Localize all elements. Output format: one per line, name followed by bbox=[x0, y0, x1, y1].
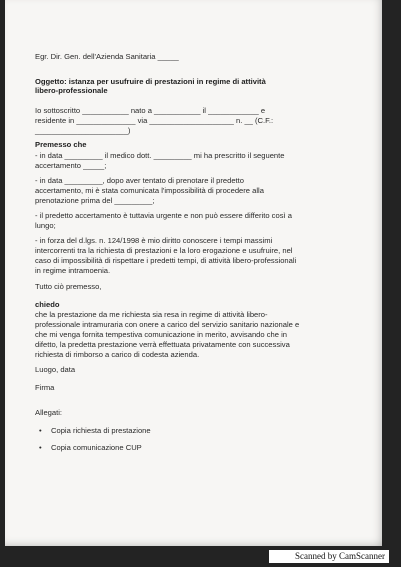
premise-3-line-1: - il predetto accertamento è tuttavia urgente e non può essere differito così a bbox=[35, 211, 292, 220]
subject-line-2: libero-professionale bbox=[35, 86, 108, 95]
body-line-1: Io sottoscritto ___________ nato a ___________ il ____________ e bbox=[35, 106, 266, 115]
body-line-3: ______________________) bbox=[35, 126, 131, 135]
premise-4-line-2: intercorrenti tra la richiesta di prestazioni e la loro erogazione e usufruire, nel bbox=[35, 246, 293, 255]
bullet-icon: • bbox=[39, 426, 42, 435]
chiedo-heading: chiedo bbox=[35, 300, 60, 309]
premise-1-line-1: - in data _________ il medico dott. _________ mi ha prescritto il seguente bbox=[35, 151, 285, 160]
premesso-heading: Premesso che bbox=[35, 140, 87, 149]
body-line-2: residente in ______________ via ____________________ n. __ (C.F.: bbox=[35, 116, 274, 125]
premise-3-line-2: lungo; bbox=[35, 221, 56, 230]
request-line-5: richiesta di rimborso a carico di codesta azienda. bbox=[35, 350, 200, 359]
scanner-watermark: Scanned by CamScanner bbox=[269, 550, 389, 563]
request-line-1: che la prestazione da me richiesta sia resa in regime di attività libero- bbox=[35, 310, 268, 319]
request-line-2: professionale intramuraria con onere a carico del servizio sanitario nazionale e bbox=[35, 320, 300, 329]
tutto-premesso: Tutto ciò premesso, bbox=[35, 282, 102, 291]
premise-4-line-3: caso di impossibilità di rispettare i predetti tempi, di attività libero-professionali bbox=[35, 256, 297, 265]
premise-2-line-1: - in data _________, dopo aver tentato di prenotare il predetto bbox=[35, 176, 244, 185]
premise-4-line-4: in regime intramoenia. bbox=[35, 266, 111, 275]
attachment-item-2: Copia comunicazione CUP bbox=[51, 443, 142, 452]
bullet-icon: • bbox=[39, 443, 42, 452]
document-page bbox=[5, 0, 382, 546]
request-line-3: che mi venga fornita tempestiva comunicazione in merito, avvisando che in bbox=[35, 330, 287, 339]
premise-2-line-3: prenotazione prima del _________; bbox=[35, 196, 155, 205]
premise-2-line-2: accertamento, mi è stata comunicata l'impossibilità di procedere alla bbox=[35, 186, 264, 195]
subject-line-1: Oggetto: istanza per usufruire di prestazioni in regime di attività bbox=[35, 77, 266, 86]
recipient-line: Egr. Dir. Gen. dell'Azienda Sanitaria _____ bbox=[35, 52, 179, 61]
premise-1-line-2: accertamento _____; bbox=[35, 161, 107, 170]
request-line-4: difetto, la predetta prestazione verrà effettuata privatamente con successiva bbox=[35, 340, 290, 349]
firma: Firma bbox=[35, 383, 55, 392]
luogo-data: Luogo, data bbox=[35, 365, 76, 374]
allegati-heading: Allegati: bbox=[35, 408, 63, 417]
premise-4-line-1: - in forza del d.lgs. n. 124/1998 è mio diritto conoscere i tempi massimi bbox=[35, 236, 273, 245]
attachment-item-1: Copia richiesta di prestazione bbox=[51, 426, 151, 435]
